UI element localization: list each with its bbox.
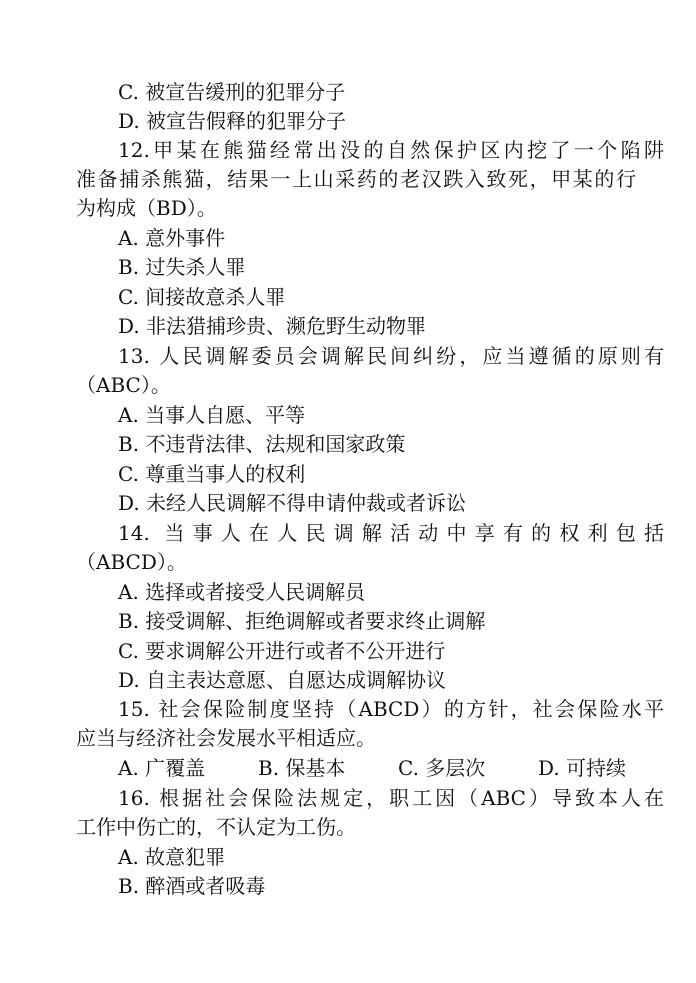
q12-option-a: A. 意外事件 [118, 226, 226, 250]
q12-option-b: B. 过失杀人罪 [118, 255, 246, 279]
option-d-parole: D. 被宣告假释的犯罪分子 [118, 109, 347, 133]
question-12-line-1: 12.甲某在熊猫经常出没的自然保护区内挖了一个陷阱 [118, 138, 664, 162]
question-15-line-2: 应当与经济社会发展水平相适应。 [76, 726, 376, 750]
question-13-line-1: 13. 人民调解委员会调解民间纠纷，应当遵循的原则有 [118, 344, 664, 368]
q13-option-b: B. 不违背法律、法规和国家政策 [118, 432, 406, 456]
question-16-line-1: 16. 根据社会保险法规定，职工因（ABC）导致本人在 [118, 786, 664, 810]
question-14-line-1: 14. 当事人在人民调解活动中享有的权利包括 [118, 521, 664, 545]
q13-option-d: D. 未经人民调解不得申请仲裁或者诉讼 [118, 491, 467, 515]
q15-option-c: C. 多层次 [398, 756, 486, 780]
q12-option-d: D. 非法猎捕珍贵、濒危野生动物罪 [118, 314, 427, 338]
q16-option-b: B. 醉酒或者吸毒 [118, 874, 266, 898]
q14-option-b: B. 接受调解、拒绝调解或者要求终止调解 [118, 609, 486, 633]
q15-option-a: A. 广覆盖 [118, 756, 206, 780]
question-12-line-3: 为构成（BD）。 [76, 196, 217, 220]
q15-option-d: D. 可持续 [538, 756, 627, 780]
q13-option-a: A. 当事人自愿、平等 [118, 403, 306, 427]
question-16-line-2: 工作中伤亡的，不认定为工伤。 [76, 815, 356, 839]
q15-option-b: B. 保基本 [258, 756, 346, 780]
q15-options-row [0, 753, 696, 783]
question-15-line-1: 15. 社会保险制度坚持（ABCD）的方针，社会保险水平 [118, 697, 664, 721]
q16-option-a: A. 故意犯罪 [118, 845, 226, 869]
option-c-probation: C. 被宣告缓刑的犯罪分子 [118, 80, 346, 104]
q14-option-a: A. 选择或者接受人民调解员 [118, 580, 366, 604]
question-12-line-2: 准备捕杀熊猫，结果一上山采药的老汉跌入致死，甲某的行 [76, 167, 636, 191]
q13-option-c: C. 尊重当事人的权利 [118, 462, 306, 486]
question-14-line-2: （ABCD）。 [76, 550, 187, 574]
q14-option-c: C. 要求调解公开进行或者不公开进行 [118, 639, 446, 663]
q14-option-d: D. 自主表达意愿、自愿达成调解协议 [118, 668, 447, 692]
question-13-line-2: （ABC）。 [76, 373, 171, 397]
q12-option-c: C. 间接故意杀人罪 [118, 285, 286, 309]
